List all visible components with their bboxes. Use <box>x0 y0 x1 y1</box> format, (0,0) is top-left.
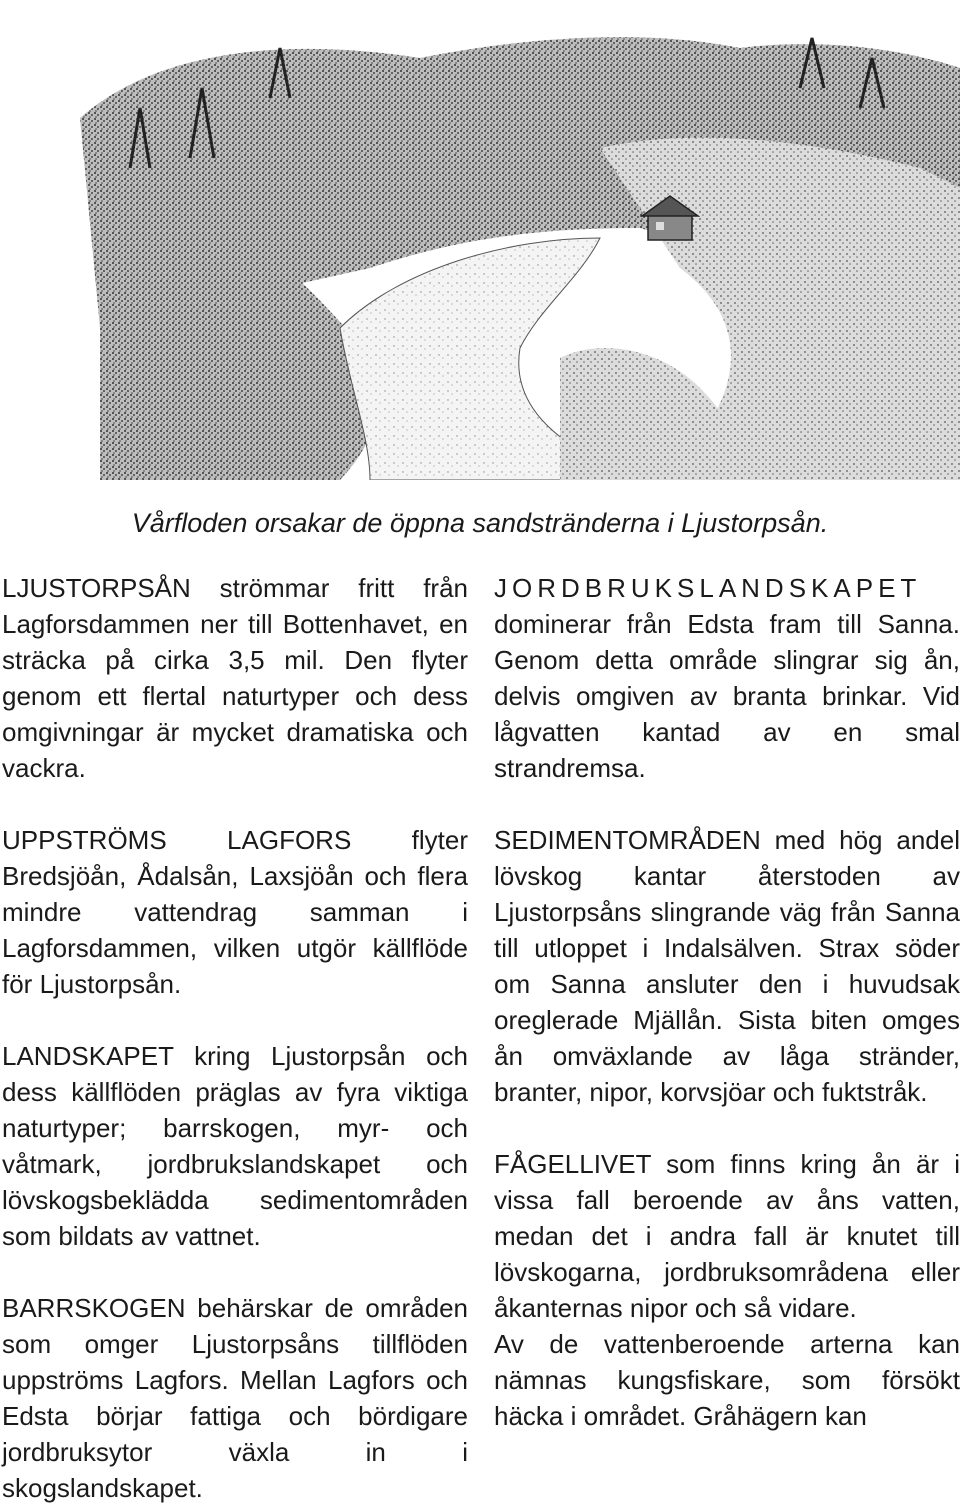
paragraph-landskapet: LANDSKAPET kring Ljustorpsån och dess källflöden präglas av fyra viktiga naturtyper; barrskogen, myr- och våtmark, jordbrukslandskapet och lövskogsbeklädda sedimentområden som bildats av vattnet. <box>2 1041 468 1251</box>
river-illustration <box>40 28 960 480</box>
figure-caption: Vårfloden orsakar de öppna sandstränderna i Ljustorpsån. <box>131 508 829 538</box>
foreground-bushes <box>560 348 736 480</box>
right-column <box>494 570 960 1434</box>
left-column <box>2 570 468 1506</box>
paragraph-sedimentomraden: SEDIMENTOMRÅDEN med hög andel lövskog kantar återstoden av Ljustorpsåns slingrande väg från Sanna till utloppet i Indalsälven. Strax söder om Sanna ansluter den i huvudsak oreglerade Mjällån. Sista biten omges ån omväxlande av låga stränder, branter, nipor, korvsjöar och fuktstråk. <box>494 825 960 1107</box>
jordbrukslandskapet-text: dominerar från Edsta fram till Sanna. Genom detta område slingrar sig ån, delvis omgiven av branta brinkar. Vid lågvatten kantad av en smal strandremsa. <box>494 609 960 783</box>
jordbrukslandskapet-lead: JORDBRUKSLANDSKAPET <box>494 573 922 603</box>
paragraph-jordbrukslandskapet <box>494 570 960 786</box>
paragraph-barrskogen: BARRSKOGEN behärskar de områden som omger Ljustorpsåns tillflöden uppströms Lagfors. Mellan Lagfors och Edsta börjar fattiga och bördigare jordbruksytor växla in i skogslandskapet. <box>2 1293 468 1503</box>
paragraph-uppstroms-lagfors: UPPSTRÖMS LAGFORS flyter Bredsjöån, Ådalsån, Laxsjöån och flera mindre vattendrag samman i Lagforsdammen, vilken utgör källflöde för Ljustorpsån. <box>2 825 468 999</box>
paragraph-ljustorpsan: LJUSTORPSÅN strömmar fritt från Lagforsdammen ner till Bottenhavet, en sträcka på cirka 3,5 mil. Den flyter genom ett flertal naturtyper och dess omgivningar är mycket dramatiska och vackra. <box>2 573 468 783</box>
paragraph-vattenberoende-arter: Av de vattenberoende arterna kan nämnas kungsfiskare, som försökt häcka i området. Gråhägern kan <box>494 1329 960 1431</box>
paragraph-fagellivet: FÅGELLIVET som finns kring ån är i vissa fall beroende av åns vatten, medan det i andra fall är knutet till lövskogarna, jordbruksområdena eller åkanternas nipor och så vidare. <box>494 1149 960 1323</box>
